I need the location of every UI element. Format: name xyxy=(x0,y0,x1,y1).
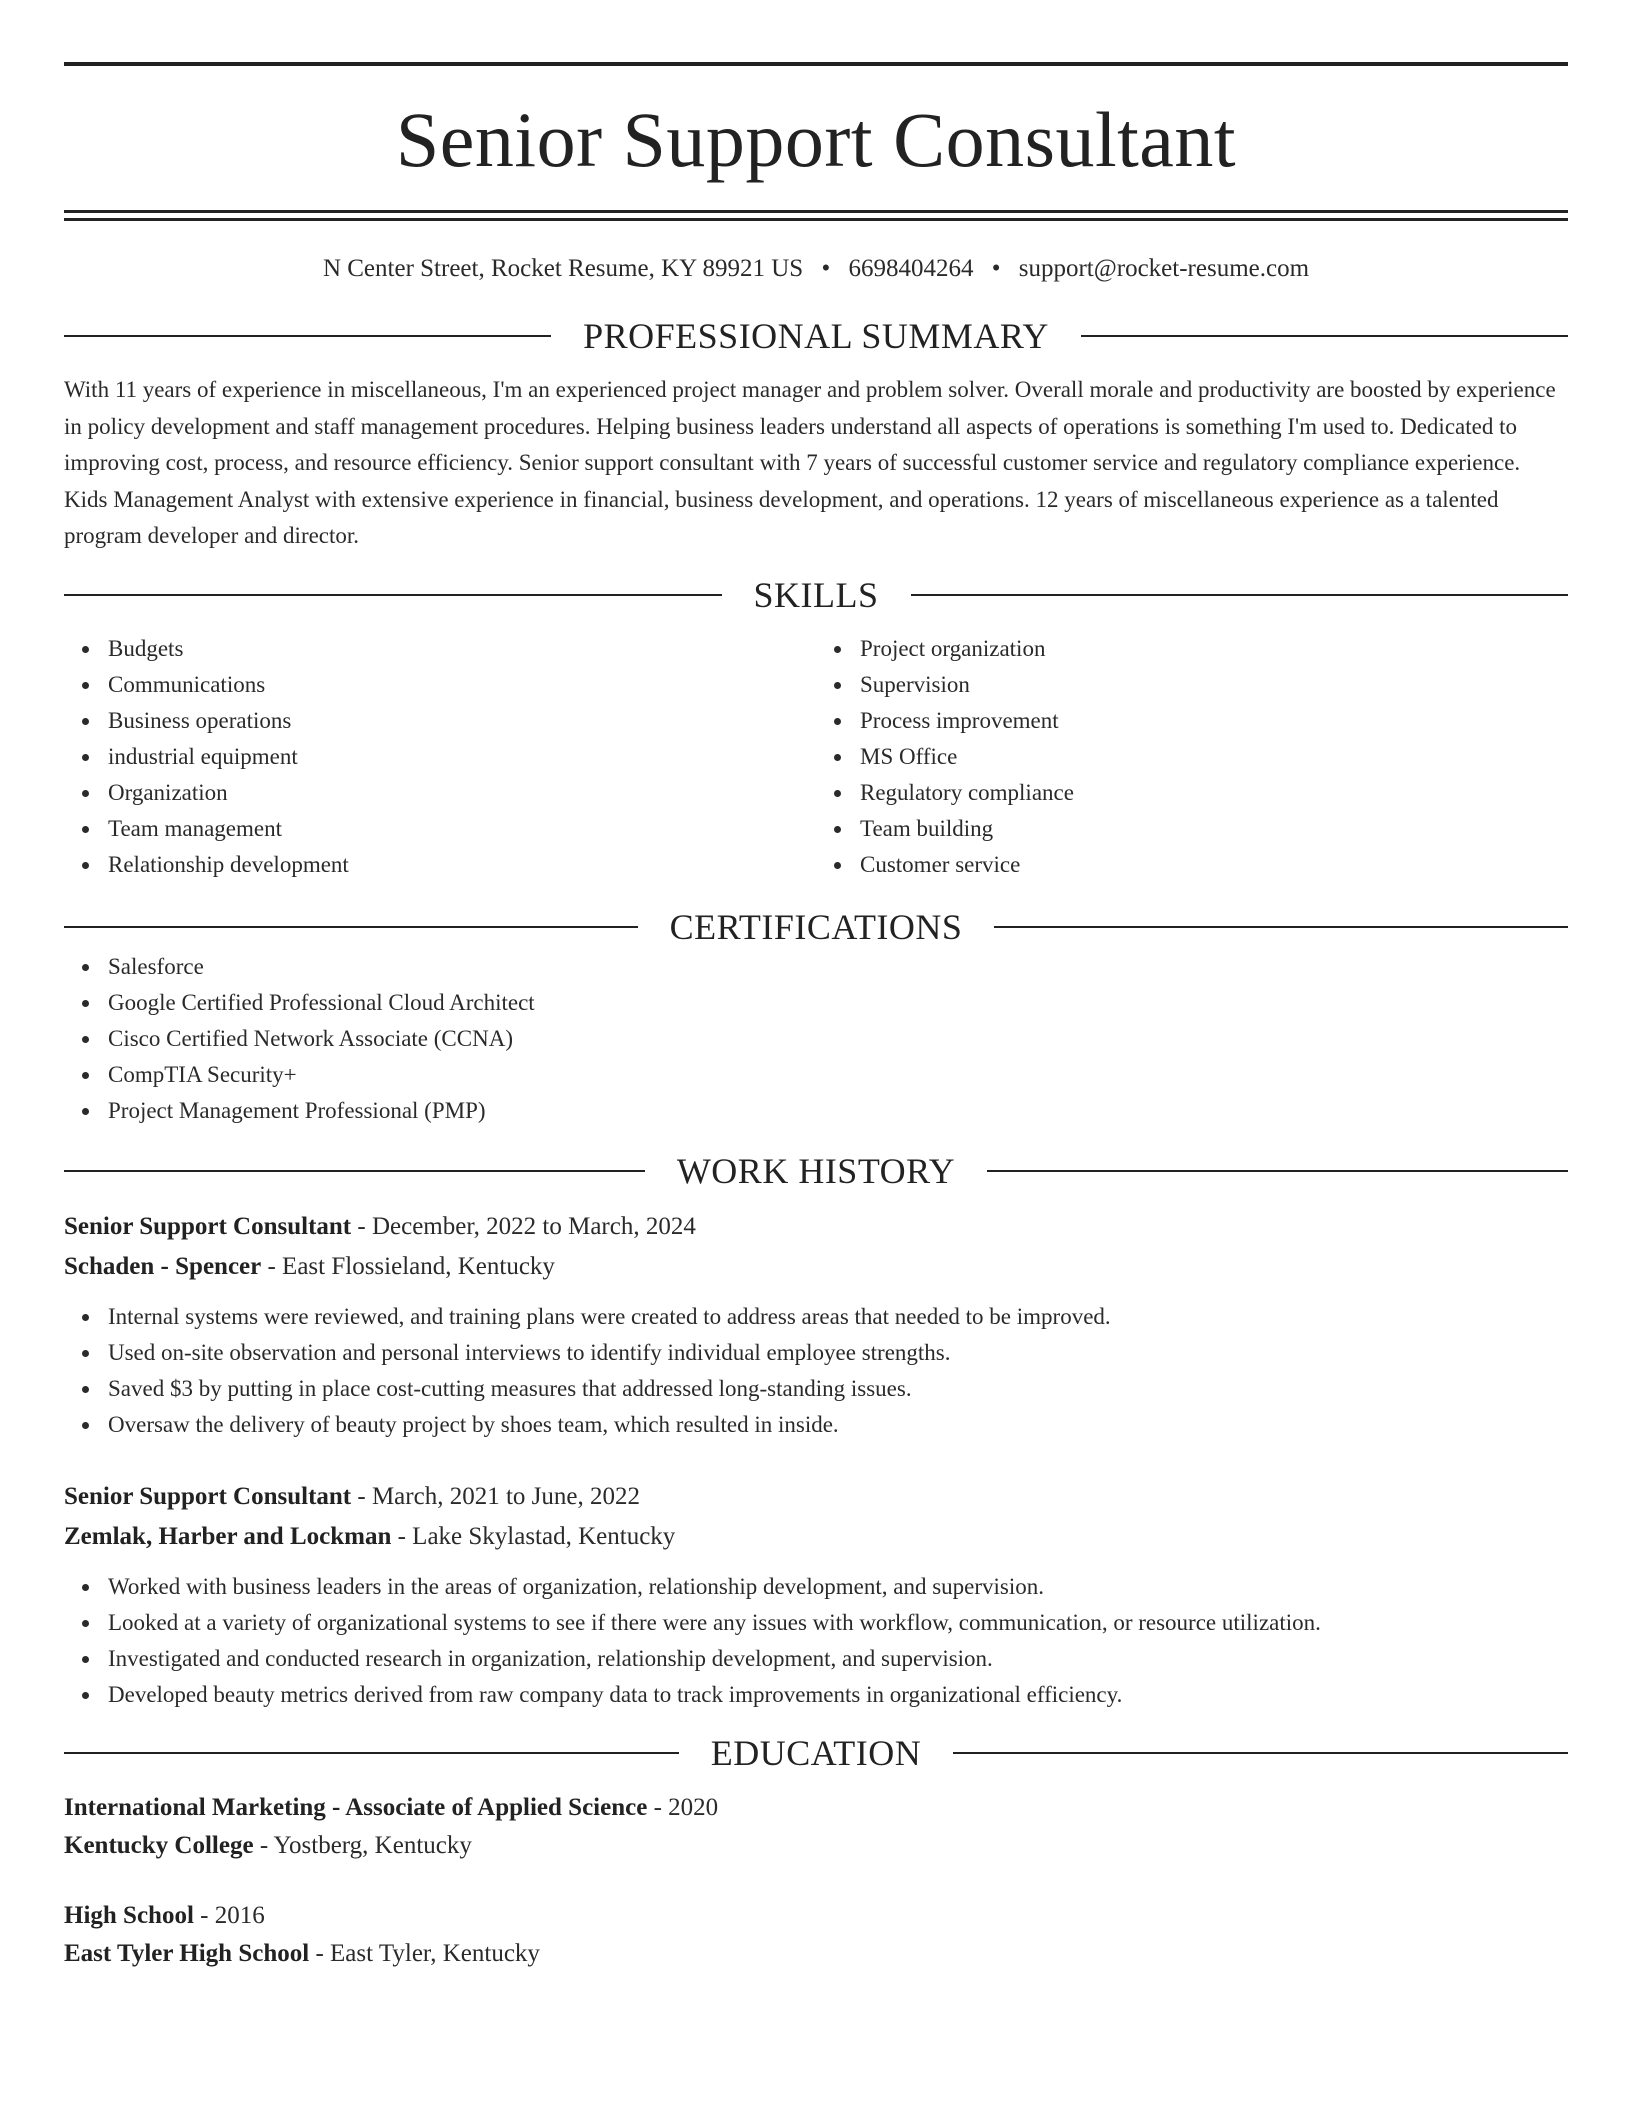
heading-rule-left xyxy=(64,1170,645,1172)
title-double-rule xyxy=(64,210,1568,221)
education-degree-line xyxy=(64,1897,1568,1935)
skills-columns xyxy=(64,631,1568,883)
contact-email: support@rocket-resume.com xyxy=(1018,255,1310,282)
heading-rule-left xyxy=(64,1752,679,1754)
top-rule xyxy=(64,62,1568,66)
education-location: - Yostberg, Kentucky xyxy=(259,1831,472,1859)
skill-item: Project organization xyxy=(860,631,1568,667)
skill-item: Relationship development xyxy=(108,847,816,883)
skill-item: MS Office xyxy=(860,739,1568,775)
job-bullets xyxy=(64,1569,1568,1713)
education-school: East Tyler High School xyxy=(64,1939,310,1967)
certification-item: Salesforce xyxy=(108,949,1568,985)
skill-item: Communications xyxy=(108,667,816,703)
education-school-line xyxy=(64,1935,1568,1973)
skill-item: Team management xyxy=(108,811,816,847)
skills-heading xyxy=(64,573,1568,617)
education-location: - East Tyler, Kentucky xyxy=(315,1939,540,1967)
heading-rule-left xyxy=(64,926,638,928)
contact-phone: 6698404264 xyxy=(848,255,974,282)
education-degree: International Marketing - Associate of Applied Science xyxy=(64,1793,648,1821)
education-school: Kentucky College xyxy=(64,1831,254,1859)
job-dates: - December, 2022 to March, 2024 xyxy=(357,1212,696,1240)
skill-item: Customer service xyxy=(860,847,1568,883)
skill-item: Budgets xyxy=(108,631,816,667)
education-heading-label: EDUCATION xyxy=(710,1732,922,1773)
job-title: Senior Support Consultant xyxy=(64,1482,352,1510)
contact-address: N Center Street, Rocket Resume, KY 89921 US xyxy=(322,255,804,282)
heading-rule-left xyxy=(64,335,551,337)
certification-item: Cisco Certified Network Associate (CCNA) xyxy=(108,1021,1568,1057)
summary-text: With 11 years of experience in miscellaneous, I'm an experienced project manager and problem solver. Overall morale and productivity are boosted by experience in policy development and staff management procedures. Helping business leaders understand all aspects of operations is something I'm used to. Dedicated to improving cost, process, and resource efficiency. Senior support consultant with 7 years of successful customer service and regulatory compliance experience. Kids Management Analyst with extensive experience in financial, business development, and operations. 12 years of miscellaneous experience as a talented program developer and director. xyxy=(64,377,1556,548)
job-location: - Lake Skylastad, Kentucky xyxy=(397,1522,676,1550)
job-title-line xyxy=(64,1207,1568,1247)
skill-item: Regulatory compliance xyxy=(860,775,1568,811)
skill-item: Process improvement xyxy=(860,703,1568,739)
education-degree: High School xyxy=(64,1901,194,1929)
contact-separator: • xyxy=(821,255,831,282)
job-bullet: Oversaw the delivery of beauty project by shoes team, which resulted in inside. xyxy=(108,1407,1568,1443)
skill-item: Supervision xyxy=(860,667,1568,703)
certifications-heading xyxy=(64,905,1568,949)
job-location: - East Flossieland, Kentucky xyxy=(267,1252,555,1280)
education-degree-line xyxy=(64,1789,1568,1827)
job-bullet: Used on-site observation and personal interviews to identify individual employee strengths. xyxy=(108,1335,1568,1371)
heading-rule-right xyxy=(1081,335,1568,337)
resume-page xyxy=(64,62,1568,1973)
work-history-heading-label: WORK HISTORY xyxy=(676,1150,956,1191)
job-company-line xyxy=(64,1247,1568,1287)
education-year: - 2020 xyxy=(653,1793,719,1821)
job-bullet: Looked at a variety of organizational systems to see if there were any issues with workflow, communication, or resource utilization. xyxy=(108,1605,1568,1641)
job-bullet: Developed beauty metrics derived from raw company data to track improvements in organizational efficiency. xyxy=(108,1677,1568,1713)
certifications-list xyxy=(64,949,1568,1129)
heading-rule-right xyxy=(953,1752,1568,1754)
job-company: Schaden - Spencer xyxy=(64,1252,262,1280)
education-entry xyxy=(64,1789,1568,1865)
work-history-heading xyxy=(64,1149,1568,1193)
certifications-heading-label: CERTIFICATIONS xyxy=(669,906,963,947)
resume-title: Senior Support Consultant xyxy=(395,96,1237,183)
contact-separator: • xyxy=(991,255,1001,282)
education-heading xyxy=(64,1731,1568,1775)
job-bullets xyxy=(64,1299,1568,1443)
summary-heading-label: PROFESSIONAL SUMMARY xyxy=(583,316,1049,356)
job-bullet: Internal systems were reviewed, and training plans were created to address areas that needed to be improved. xyxy=(108,1299,1568,1335)
skill-item: Business operations xyxy=(108,703,816,739)
skill-item: Organization xyxy=(108,775,816,811)
skill-item: Team building xyxy=(860,811,1568,847)
summary-heading xyxy=(64,314,1568,358)
certification-item: Google Certified Professional Cloud Architect xyxy=(108,985,1568,1021)
heading-rule-right xyxy=(911,594,1569,596)
job-bullet: Saved $3 by putting in place cost-cutting measures that addressed long-standing issues. xyxy=(108,1371,1568,1407)
certification-item: Project Management Professional (PMP) xyxy=(108,1093,1568,1129)
job-bullet: Investigated and conducted research in organization, relationship development, and supervision. xyxy=(108,1641,1568,1677)
education-year: - 2016 xyxy=(200,1901,265,1929)
certification-item: CompTIA Security+ xyxy=(108,1057,1568,1093)
skills-heading-label: SKILLS xyxy=(753,574,879,615)
contact-line xyxy=(64,254,1568,284)
heading-rule-right xyxy=(994,926,1568,928)
job-entry xyxy=(64,1477,1568,1713)
job-company: Zemlak, Harber and Lockman xyxy=(64,1522,392,1550)
job-title: Senior Support Consultant xyxy=(64,1212,352,1240)
skill-item: industrial equipment xyxy=(108,739,816,775)
skills-list-right xyxy=(816,631,1568,883)
job-title-line xyxy=(64,1477,1568,1517)
job-dates: - March, 2021 to June, 2022 xyxy=(357,1482,640,1510)
job-entry xyxy=(64,1207,1568,1443)
job-bullet: Worked with business leaders in the areas of organization, relationship development, and supervision. xyxy=(108,1569,1568,1605)
heading-rule-left xyxy=(64,594,722,596)
education-entry xyxy=(64,1897,1568,1973)
job-company-line xyxy=(64,1517,1568,1557)
heading-rule-right xyxy=(987,1170,1568,1172)
skills-list-left xyxy=(64,631,816,883)
education-school-line xyxy=(64,1827,1568,1865)
